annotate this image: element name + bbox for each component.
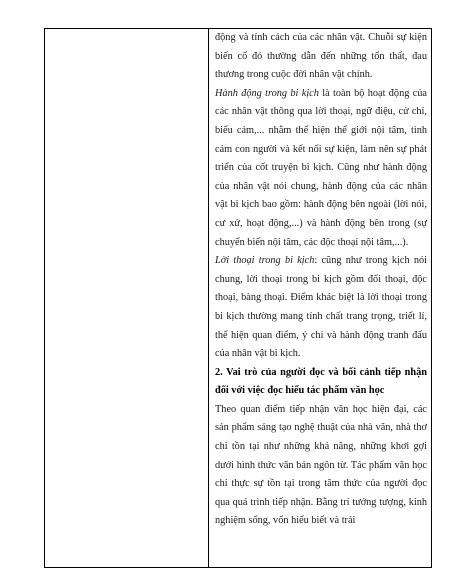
paragraph-action bbox=[215, 85, 427, 252]
paragraph-intro bbox=[215, 29, 427, 85]
empty-left-cell bbox=[45, 29, 209, 568]
paragraph-dialogue bbox=[215, 252, 427, 364]
paragraph-intro-text: động và tính cách của các nhân vật. Chuỗi sự kiện biến cố đó thường dẫn đến những tổn thất, đau thương trong cuộc đời nhân vật chính. bbox=[215, 32, 427, 81]
text-cell bbox=[209, 29, 432, 568]
paragraph-action-text: là toàn bộ hoạt động của các nhân vật thông qua lời thoại, ngữ điệu, cử chỉ, biểu cảm,... nhằm thể hiện thế giới nội tâm, tình cảm con người và kết nối sự kiện, làm nên sự phát triển của cốt truyện bi kịch. Cũng như hành động của nhân vật nói chung, hành động của các nhân vật bi kịch bao gồm: hành động bên ngoài (lời nói, cư xử, hoạt động,...) và hành động bên trong (sự chuyển biến nội tâm, các độc thoại nội tâm,...). bbox=[215, 87, 427, 248]
paragraph-action-lead: Hành động trong bi kịch bbox=[215, 87, 319, 99]
paragraph-closing: Theo quan điểm tiếp nhận văn học hiện đại, các sản phẩm sáng tạo nghệ thuật của nhà văn, nhà thơ chỉ tồn tại như những khả năng, những khơi gợi dưới hình thức văn bản ngôn từ. Tác phẩm văn học chỉ thực sự tồn tại trong tâm thức của người đọc qua quá trình tiếp nhận. Bằng trí tưởng tượng, kinh nghiệm sống, vốn hiểu biết và trải bbox=[215, 403, 427, 527]
section-heading: 2. Vai trò của người đọc và bối cảnh tiếp nhận đối với việc đọc hiểu tác phẩm văn học bbox=[215, 366, 427, 397]
table-row bbox=[45, 29, 432, 568]
paragraph-dialogue-text: : cũng như trong kịch nói chung, lời thoại trong bi kịch gồm đối thoại, độc thoại, bàng thoại. Điểm khác biệt là lời thoại trong bi kịch thường mang tính chất trang trọng, triết lí, thể hiện quan điểm, ý chí và hành động tranh đấu của nhân vật bi kịch. bbox=[215, 255, 427, 360]
paragraph-dialogue-lead: Lời thoại trong bi kịch bbox=[215, 255, 315, 267]
text-content bbox=[209, 29, 431, 531]
content-table bbox=[44, 28, 432, 568]
